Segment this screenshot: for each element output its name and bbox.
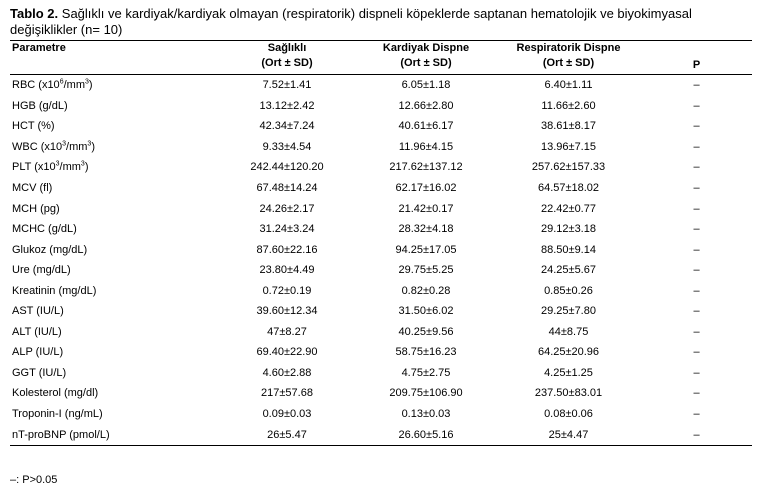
header-param: Parametre <box>12 42 66 54</box>
cell-healthy: 87.60±22.16 <box>256 243 318 256</box>
cell-healthy: 4.60±2.88 <box>262 366 312 379</box>
cell-resp: 25±4.47 <box>548 428 589 441</box>
cell-cardiac: 26.60±5.16 <box>398 428 454 441</box>
cell-p: – <box>693 346 700 359</box>
header-resp: Respiratorik Dispne (Ort ± SD) <box>516 42 621 69</box>
cell-cardiac: 62.17±16.02 <box>395 182 457 194</box>
cell-cardiac: 11.96±4.15 <box>398 140 454 153</box>
table-row <box>10 322 752 343</box>
cell-resp: 38.61±8.17 <box>541 120 596 133</box>
cell-param: Kreatinin (mg/dL) <box>12 284 97 297</box>
cell-param: RBC $(x10^6/mm^3)$ <box>12 78 93 92</box>
cell-p: – <box>693 325 700 338</box>
cell-healthy: 67.48±14.24 <box>256 182 318 194</box>
cell-param: HCT (%) <box>12 120 55 133</box>
header-row <box>10 41 752 75</box>
cell-cardiac: 217.62±137.12 <box>389 161 463 174</box>
table-caption <box>10 6 752 38</box>
cell-healthy: 0.09±0.03 <box>262 408 312 421</box>
cell-p: – <box>693 79 700 92</box>
cell-param: nT-proBNP (pmol/L) <box>12 428 110 441</box>
cell-param: HGB (g/dL) <box>12 99 68 112</box>
table-header <box>10 41 752 75</box>
cell-param: Glukoz (mg/dL) <box>12 243 88 256</box>
cell-p: – <box>693 120 700 133</box>
cell-healthy: 13.12±2.42 <box>259 99 315 112</box>
table-body <box>10 75 752 446</box>
cell-healthy: 9.33±4.54 <box>262 140 312 153</box>
cell-resp: 11.66±2.60 <box>541 99 596 112</box>
cell-param: WBC $(x10^3/mm^3)$ <box>12 140 95 153</box>
table-row <box>10 301 752 322</box>
cell-resp: 24.25±5.67 <box>541 264 596 277</box>
cell-p: – <box>693 284 700 297</box>
caption-text: Sağlıklı ve kardiyak/kardiyak olmayan (respiratorik) dispneli köpeklerde saptanan hematolojik ve biyokimyasal değişiklikler (n= 10) <box>10 6 692 37</box>
cell-resp: 13.96±7.15 <box>541 140 596 153</box>
cell-p: – <box>693 428 700 441</box>
cell-cardiac: 31.50±6.02 <box>398 305 454 318</box>
cell-healthy: 42.34±7.24 <box>259 120 315 133</box>
cell-resp: 237.50±83.01 <box>534 387 603 400</box>
cell-resp: 64.25±20.96 <box>537 346 600 359</box>
cell-resp: 0.85±0.26 <box>544 284 593 297</box>
cell-healthy: 23.80±4.49 <box>259 264 315 277</box>
cell-param: Troponin-I (ng/mL) <box>12 408 103 421</box>
cell-resp: 44±8.75 <box>548 325 589 338</box>
table-row <box>10 404 752 425</box>
header-healthy: Sağlıklı (Ort ± SD) <box>261 42 313 69</box>
cell-resp: 6.40±1.11 <box>544 79 593 92</box>
cell-p: – <box>693 387 700 400</box>
caption-label: Tablo 2. <box>10 6 59 21</box>
table-row <box>10 96 752 117</box>
cell-param: GGT (IU/L) <box>12 366 67 379</box>
table-row <box>10 157 752 178</box>
cell-resp: 257.62±157.33 <box>531 161 606 174</box>
cell-p: – <box>693 243 700 256</box>
cell-p: – <box>693 140 700 153</box>
table-row <box>10 116 752 137</box>
cell-resp: 88.50±9.14 <box>541 243 596 256</box>
table-row <box>10 424 752 445</box>
cell-cardiac: 209.75±106.90 <box>389 387 463 400</box>
cell-p: – <box>693 408 700 421</box>
table-row <box>10 219 752 240</box>
table-row <box>10 178 752 199</box>
cell-param: PLT $(x10^3/mm^3)$ <box>12 160 89 174</box>
cell-healthy: 24.26±2.17 <box>259 202 315 215</box>
cell-p: – <box>693 264 700 277</box>
cell-healthy: 31.24±3.24 <box>259 223 315 236</box>
cell-cardiac: 40.25±9.56 <box>398 325 454 338</box>
table-row <box>10 363 752 384</box>
cell-cardiac: 0.13±0.03 <box>401 408 451 421</box>
cell-param: Kolesterol (mg/dl) <box>12 387 99 400</box>
cell-healthy: 217±57.68 <box>261 387 313 400</box>
cell-healthy: 26±5.47 <box>267 428 307 441</box>
table-row <box>10 198 752 219</box>
cell-param: AST (IU/L) <box>12 305 64 318</box>
table-row <box>10 383 752 404</box>
header-p: P <box>692 59 701 71</box>
cell-resp: 29.25±7.80 <box>541 305 596 318</box>
data-table <box>10 40 752 446</box>
cell-cardiac: 12.66±2.80 <box>398 99 454 112</box>
table-row <box>10 280 752 301</box>
table-row <box>10 260 752 281</box>
cell-param: Ure (mg/dL) <box>12 264 71 277</box>
cell-healthy: 7.52±1.41 <box>262 79 312 92</box>
table-row <box>10 137 752 158</box>
header-cardiac: Kardiyak Dispne (Ort ± SD) <box>382 42 470 69</box>
cell-cardiac: 21.42±0.17 <box>398 202 454 215</box>
cell-cardiac: 94.25±17.05 <box>395 243 457 256</box>
cell-param: MCH (pg) <box>12 202 60 215</box>
cell-p: – <box>693 202 700 215</box>
cell-cardiac: 0.82±0.28 <box>401 284 451 297</box>
cell-cardiac: 40.61±6.17 <box>398 120 454 133</box>
cell-healthy: 242.44±120.20 <box>250 161 324 174</box>
table-row <box>10 75 752 96</box>
cell-resp: 64.57±18.02 <box>537 182 600 194</box>
cell-resp: 29.12±3.18 <box>541 223 596 236</box>
cell-p: – <box>693 182 700 194</box>
cell-p: – <box>693 366 700 379</box>
cell-cardiac: 6.05±1.18 <box>401 79 451 92</box>
cell-p: – <box>693 161 700 174</box>
cell-p: – <box>693 305 700 318</box>
cell-resp: 22.42±0.77 <box>541 202 596 215</box>
cell-healthy: 69.40±22.90 <box>256 346 318 359</box>
table-row <box>10 342 752 363</box>
table-footnote: –: P>0.05 <box>10 474 58 486</box>
cell-param: ALT (IU/L) <box>12 325 62 338</box>
cell-p: – <box>693 99 700 112</box>
cell-cardiac: 4.75±2.75 <box>401 366 451 379</box>
cell-p: – <box>693 223 700 236</box>
cell-cardiac: 58.75±16.23 <box>395 346 457 359</box>
cell-param: ALP (IU/L) <box>12 346 64 359</box>
cell-healthy: 0.72±0.19 <box>262 284 312 297</box>
table-row <box>10 239 752 260</box>
cell-cardiac: 28.32±4.18 <box>398 223 454 236</box>
cell-resp: 0.08±0.06 <box>544 408 593 421</box>
cell-resp: 4.25±1.25 <box>544 366 593 379</box>
cell-healthy: 47±8.27 <box>267 325 307 338</box>
cell-cardiac: 29.75±5.25 <box>398 264 454 277</box>
cell-param: MCV (fl) <box>12 182 53 194</box>
cell-param: MCHC (g/dL) <box>12 223 77 236</box>
cell-healthy: 39.60±12.34 <box>256 305 318 318</box>
